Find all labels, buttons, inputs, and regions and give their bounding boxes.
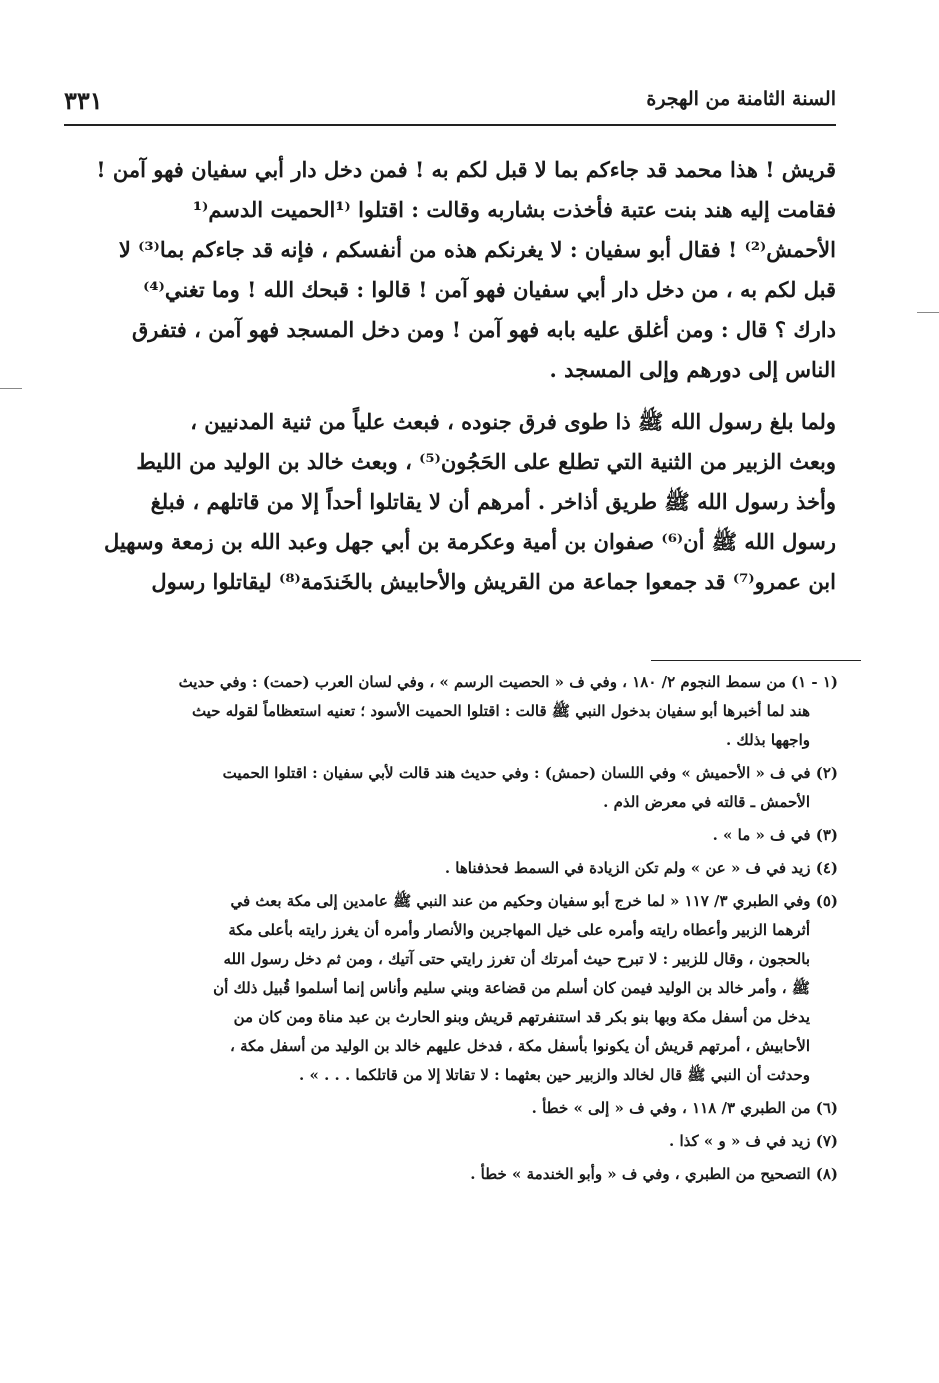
footnote-line: (٢) في ف « الأحميش » وفي اللسان (حمش) : وفي حديث هند قالت لأبي سفيان : اقتلوا الحميت	[222, 764, 838, 782]
footnote-line: (٥) وفي الطبري ٣/ ١١٧ « لما خرج أبو سفيان وحكيم من عند النبي ﷺ عامدين إلى مكة بعث في	[230, 892, 838, 910]
text-line: قريش ! هذا محمد قد جاءكم بما لا قبل لكم به ! فمن دخل دار أبي سفيان فهو آمن !	[96, 157, 836, 182]
footnote-line: الأحمش ـ قالته في معرض الذم .	[603, 793, 810, 811]
text-line: ابن عمرو⁽⁷⁾ قد جمعوا جماعة من القريش والأحابيش بالخَندَمة⁽⁸⁾ ليقاتلوا رسول	[151, 569, 836, 594]
text-line: وبعث الزبير من الثنية التي تطلع على الحَجُون⁽⁵⁾ ، وبعث خالد بن الوليد من الليط	[136, 449, 836, 474]
footnote-8	[78, 1160, 838, 1189]
paragraph-2	[78, 402, 836, 602]
text-line: فقامت إليه هند بنت عتبة فأخذت بشاربه وقالت : اقتلوا ⁽¹الحميت الدسم⁽¹	[192, 197, 836, 222]
footnote-3	[78, 821, 838, 850]
footnote-5	[78, 887, 838, 1090]
footnote-line: الأحابيش ، أمرتهم قريش أن يكونوا بأسفل مكة ، فدخل عليهم خالد بن الوليد من أسفل مكة ،	[230, 1037, 810, 1055]
footnote-line: (٨) التصحيح من الطبري ، وفي ف « وأبو الخندمة » خطأ .	[470, 1165, 838, 1183]
footnote-line: هند لما أخبرها أبو سفيان بدخول النبي ﷺ قالت : اقتلوا الحميت الأسود ؛ تعنيه استعظاماً لقوله حيث	[191, 702, 810, 720]
footnote-line: أثرهما الزبير وأعطاه رايته وأمره على خيل المهاجرين والأنصار وأمره أن يغرز رايته بأعلى مكة	[228, 921, 810, 939]
footnote-line: (١ - ١) من سمط النجوم ٢/ ١٨٠ ، وفي ف « الحصيت الرسم » ، وفي لسان العرب (حمت) : وفي حديث	[178, 673, 838, 691]
footnote-6	[78, 1094, 838, 1123]
text-line: ولما بلغ رسول الله ﷺ ذا طوى فرق جنوده ، فبعث علياً من ثنية المدنيين ،	[190, 409, 836, 434]
footnote-line: وحدثت أن النبي ﷺ قال لخالد والزبير حين بعثهما : لا تقاتلا إلا من قاتلكما . . . » .	[299, 1066, 810, 1084]
footnotes	[78, 668, 838, 1193]
running-title: السنة الثامنة من الهجرة	[646, 88, 836, 110]
margin-mark-left	[0, 388, 22, 389]
footnote-line: يدخل من أسفل مكة وبها بنو بكر قد استنفرتهم قريش وبنو الحارث بن عبد مناة ومن كان من	[233, 1008, 810, 1026]
text-line: وأخذ رسول الله ﷺ طريق أذاخر . أمرهم أن لا يقاتلوا أحداً إلا من قاتلهم ، فبلغ	[150, 489, 836, 514]
main-text	[78, 150, 836, 614]
text-line: قبل لكم به ، من دخل دار أبي سفيان فهو آمن ! قالوا : قبحك الله ! وما تغني⁽⁴⁾	[143, 277, 836, 302]
footnote-line: (٦) من الطبري ٣/ ١١٨ ، وفي ف « إلى » خطأ .	[531, 1099, 838, 1117]
footnote-line: (٣) في ف « ما » .	[712, 826, 838, 844]
footnote-line: (٤) زيد في ف « عن » ولم تكن الزيادة في السمط فحذفناها .	[444, 859, 838, 877]
footnote-1	[78, 668, 838, 755]
margin-mark-right	[917, 312, 939, 313]
footnote-line: واجهها بذلك .	[725, 731, 810, 749]
page-number: ٣٣١	[64, 86, 103, 115]
footnote-line: (٧) زيد في ف « و » كذا .	[669, 1132, 838, 1150]
text-line: الناس إلى دورهم وإلى المسجد .	[549, 357, 836, 382]
text-line: رسول الله ﷺ أن⁽⁶⁾ صفوان بن أمية وعكرمة بن أبي جهل وعبد الله بن زمعة وسهيل	[103, 529, 836, 554]
page-header	[64, 84, 836, 126]
footnote-line: ﷺ ، وأمر خالد بن الوليد فيمن كان أسلم من قضاعة وبني سليم وأناس إنما أسلموا قُبيل ذلك أن	[213, 979, 810, 997]
footnote-line: بالحجون ، وقال للزبير : لا تبرح حيث أمرتك أن تغرز رايتي حتى آتيك ، ومن ثم دخل رسول الله	[223, 950, 810, 968]
text-line: دارك ؟ قال : ومن أغلق عليه بابه فهو آمن ! ومن دخل المسجد فهو آمن ، فتفرق	[131, 317, 836, 342]
paragraph-1	[78, 150, 836, 390]
footnote-7	[78, 1127, 838, 1156]
footnote-separator	[651, 660, 861, 661]
text-line: الأحمش⁽²⁾ ! فقال أبو سفيان : لا يغرنكم هذه من أنفسكم ، فإنه قد جاءكم بما⁽³⁾ لا	[118, 237, 836, 262]
footnote-4	[78, 854, 838, 883]
footnote-2	[78, 759, 838, 817]
